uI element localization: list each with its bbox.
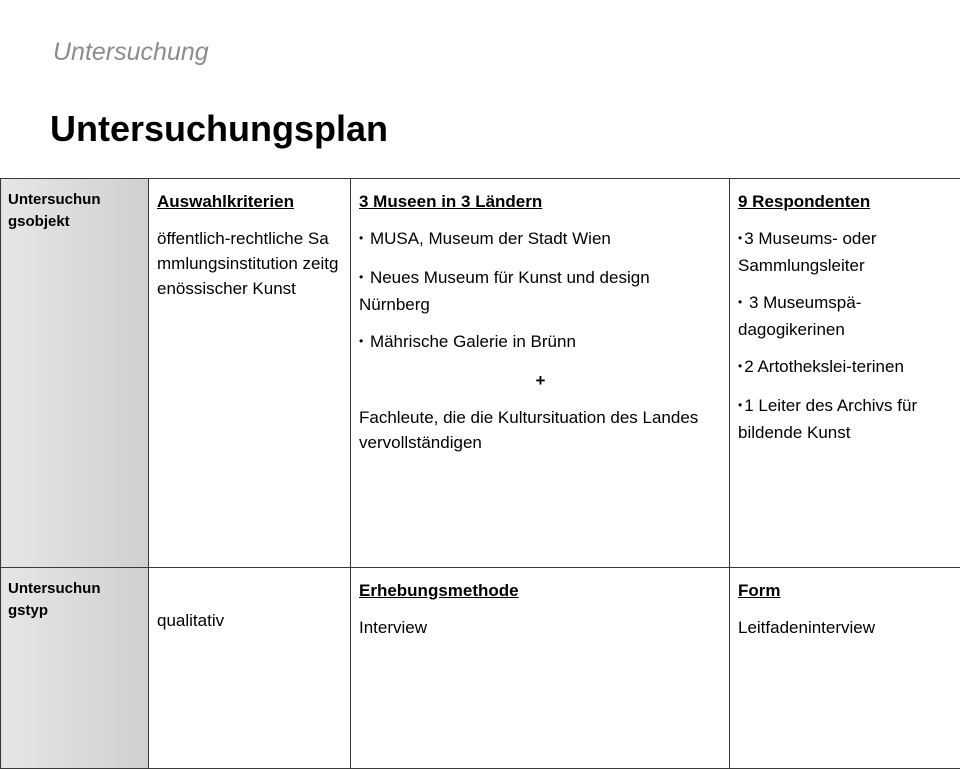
form-cell — [730, 568, 960, 769]
respondent-group: 1 Leiter des Archivs für bildende Kunst — [738, 396, 917, 442]
method-heading: Erhebungsmethode — [359, 578, 722, 603]
row-label-part: Untersuchun — [8, 191, 101, 208]
criteria-heading: Auswahlkriterien — [157, 189, 343, 214]
museum-name: Neues Museum für Kunst und design Nürnberg — [359, 268, 650, 314]
form-value: Leitfadeninterview — [738, 615, 954, 640]
bullet-icon: • — [359, 334, 363, 348]
criteria-cell — [149, 179, 351, 568]
respondents-cell — [730, 179, 960, 568]
table-row-research-type — [1, 568, 960, 769]
research-plan-table — [0, 178, 960, 769]
bullet-icon: • — [359, 231, 363, 245]
type-cell — [149, 568, 351, 769]
list-item — [359, 329, 722, 356]
bullet-icon: • — [359, 270, 363, 284]
list-item — [738, 393, 954, 445]
bullet-icon: • — [738, 359, 742, 373]
bullet-icon: • — [738, 231, 742, 245]
row-label-part: Untersuchun — [8, 580, 101, 597]
row-label-research-type — [1, 568, 149, 769]
respondent-group: 3 Museums- oder Sammlungsleiter — [738, 229, 876, 275]
section-subtitle: Untersuchung — [53, 38, 209, 67]
museum-name: MUSA, Museum der Stadt Wien — [370, 229, 611, 248]
experts-text: Fachleute, die die Kultursituation des Landes vervollständigen — [359, 405, 722, 455]
type-value: qualitativ — [157, 608, 343, 633]
plus-sign: + — [359, 368, 722, 393]
list-item — [738, 290, 954, 342]
table-row-research-object — [1, 179, 960, 568]
list-item — [738, 226, 954, 278]
museums-cell — [351, 179, 730, 568]
museums-heading: 3 Museen in 3 Ländern — [359, 189, 722, 214]
criteria-text: öffentlich-rechtliche Sammlungsinstitution zeitgenössischer Kunst — [157, 226, 343, 301]
page-title: Untersuchungsplan — [50, 108, 388, 150]
row-label-part: gstyp — [8, 602, 48, 619]
list-item — [738, 354, 954, 381]
method-value: Interview — [359, 615, 722, 640]
method-cell — [351, 568, 730, 769]
respondents-heading: 9 Respondenten — [738, 189, 954, 214]
museum-name: Mährische Galerie in Brünn — [370, 332, 576, 351]
respondent-group: 2 Artothekslei-terinen — [744, 357, 904, 376]
bullet-icon: • — [738, 295, 742, 309]
row-label-research-object — [1, 179, 149, 568]
form-heading: Form — [738, 578, 954, 603]
list-item — [359, 265, 722, 317]
row-label-part: gsobjekt — [8, 213, 70, 230]
list-item — [359, 226, 722, 253]
respondent-group: 3 Museumspä-dagogikerinen — [738, 293, 861, 339]
bullet-icon: • — [738, 398, 742, 412]
